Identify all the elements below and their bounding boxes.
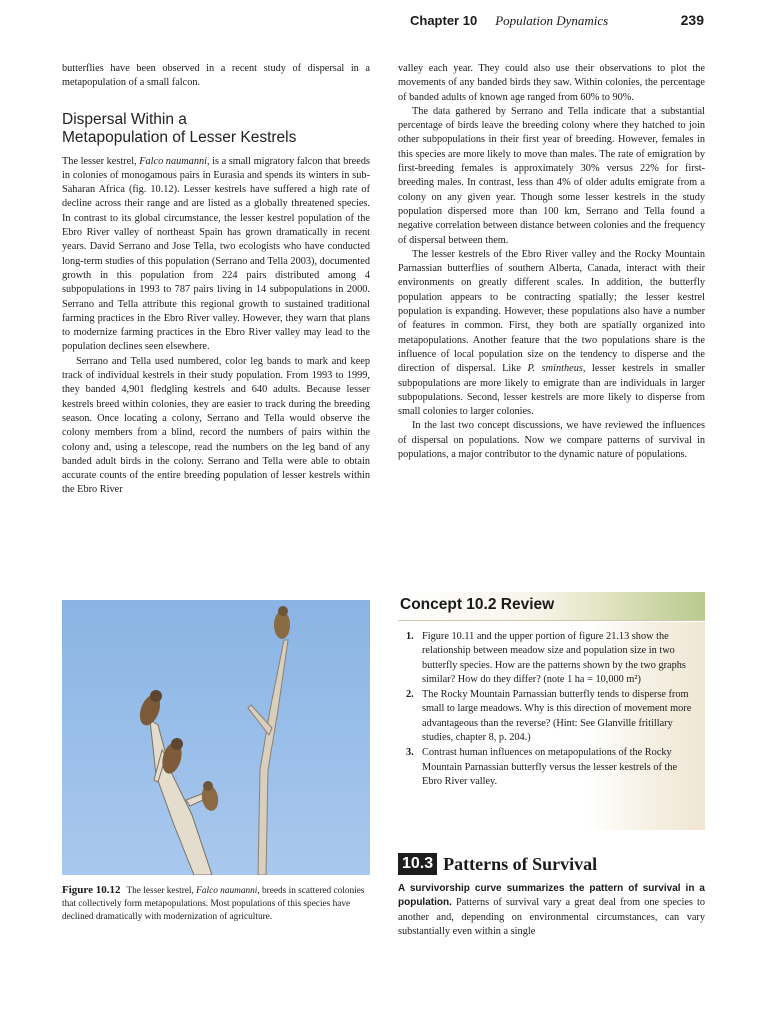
right-column [398,62,705,462]
review-body [398,622,705,830]
section-heading-dispersal [62,111,370,147]
text-run: , is a small migratory falcon that breeds in colonies of monogamous pairs in Eurasia and spends its winters in sub-Saharan Africa (fig. 10.12). Lesser kestrels have suffered a high rate of decline across their range and are listed as a globally threatened species. In contrast to its global circumstance, the lesser kestrel population of the Ebro River valley of northeast Spain has grown dramatically in recent years. David Serrano and Jose Tella, two ecologists who have conducted long-term studies of this population (Serrano and Tella 2003), documented growth in this population from 224 pairs distributed among 4 subpopulations in 1993 to 787 pairs living in 14 subpopulations in 2000. Serrano and Tella attribute this regional growth to sustained traditional farming practices in the Ebro River valley. However, they warn that plans to modernize farming practices in the Ebro River valley may lead to the population declines seen elsewhere. [62,155,370,353]
section-number-badge: 10.3 [398,853,437,875]
right-paragraph-4: In the last two concept discussions, we have reviewed the influences of dispersal on populations. Now we compare patterns of survival in populations, a major contributor to the dynamic nature of populations. [398,420,705,461]
figure-label: Figure 10.12 [62,884,121,896]
review-banner [398,592,705,621]
question-number: 3. [406,747,414,759]
species-name: Falco naumanni [196,886,258,896]
review-title: Concept 10.2 Review [400,596,555,613]
intro-paragraph: butterflies have been observed in a recent study of dispersal in a metapopulation of a small falcon. [62,63,370,89]
species-name: P. smintheus [527,363,583,375]
concept-review-box [398,592,705,832]
page-number: 239 [680,12,704,28]
concept-statement: A survivorship curve summarizes the pattern of survival in a population. [398,883,705,909]
question-text: The Rocky Mountain Parnassian butterfly tends to disperse from small to large meadows. Why is this direction of movement more advantageous than the reverse? (Hint: See Glanville fritillary studies, chapter 8, p. 204.) [422,689,692,744]
chapter-title: Population Dynamics [495,13,609,28]
section-heading-survival [398,852,597,876]
review-question [406,746,696,789]
figure-caption [62,884,370,924]
review-question [406,630,696,687]
kestrel-paragraph-2: Serrano and Tella used numbered, color leg bands to mark and keep track of individual kestrels in their study population. From 1993 to 1999, they banded 4,901 fledgling kestrels and 640 adults. Because lesser kestrels breed within colonies, they are easier to track during the breeding season. Once locating a colony, Serrano and Tella would observe the colony members from a blind, record the numbers of pairs within the colony and, using a telescope, read the numbers on the leg band of any banded adult birds in the colony. Serrano and Tella were able to obtain accurate counts of the entire breeding population of lesser kestrels within the Ebro River [62,355,370,496]
species-name: Falco naumanni [139,155,207,167]
right-paragraph-2: The data gathered by Serrano and Tella indicate that a substantial percentage of birds leave the breeding colony where they hatched to join other subpopulations in their first year of breeding. However, females in this species are more likely to move than males. The rate of emigration by first-breeding females is approximately 30% versus 22% for first-breeding males. In contrast, less than 4% of older adults emigrate from a colony on any given year. Though some lesser kestrels in the study population dispersed more than 100 km, Serrano and Tella found a negative correlation between distance between colonies and the frequency of dispersal between them. [398,105,705,246]
right-paragraph-1: valley each year. They could also use their observations to plot the movements of any banded birds they saw. Within colonies, the percentage of banded adults of known age ranged from 60% to 90%. [398,63,705,103]
text-run: Patterns of survival vary a great deal from one species to another and, depending on environmental circumstances, can vary substantially even within a single [398,897,705,937]
heading-line-2: Metapopulation of Lesser Kestrels [62,128,297,146]
left-column [62,62,370,498]
question-text: Figure 10.11 and the upper portion of figure 21.13 show the relationship between meadow size and population size in two butterfly species. How are the patterns shown by the two graphs similar? How do they differ? (note 1 ha = 10,000 m²) [422,631,686,685]
section-title: Patterns of Survival [443,853,598,874]
review-question [406,688,696,745]
text-run: The lesser kestrel, [126,886,197,896]
text-run: The lesser kestrel, [62,155,140,167]
page-header [398,12,704,34]
section-intro [398,882,705,939]
survival-paragraph [398,882,705,939]
right-paragraph-3 [398,248,705,420]
text-run: , lesser kestrels in smaller subpopulations are more likely to emigrate than are individuals in larger subpopulations. Second, lesser kestrels are more likely to disperse from small colonies to larger colonies. [398,363,705,418]
text-run: The lesser kestrels of the Ebro River valley and the Rocky Mountain Parnassian butterflies of southern Alberta, Canada, interact with their environments on greatly different scales. In addition, the butterfly population appears to be contracting spatially; the lesser kestrel population is expanding. However, these populations also have a number of features in common. First, they both are spatially organized into metapopulations. Another feature that the two populations share is the influence of local population size on the tendency to disperse and the direction of dispersal. Like [398,248,705,375]
kestrel-photo [62,600,370,875]
question-number: 1. [406,631,414,642]
review-question-list [406,630,696,790]
kestrel-paragraph-1 [62,155,370,355]
question-number: 2. [406,689,414,701]
question-text: Contrast human influences on metapopulations of the Rocky Mountain Parnassian butterfly versus the lesser kestrels of the Ebro River valley. [422,747,678,787]
heading-line-1: Dispersal Within a [62,110,187,128]
chapter-label: Chapter 10 [410,13,478,28]
text-run: , breeds in scattered colonies that collectively form metapopulations. Most populations of this species have declined dramatically with modernization of agriculture. [62,886,365,922]
